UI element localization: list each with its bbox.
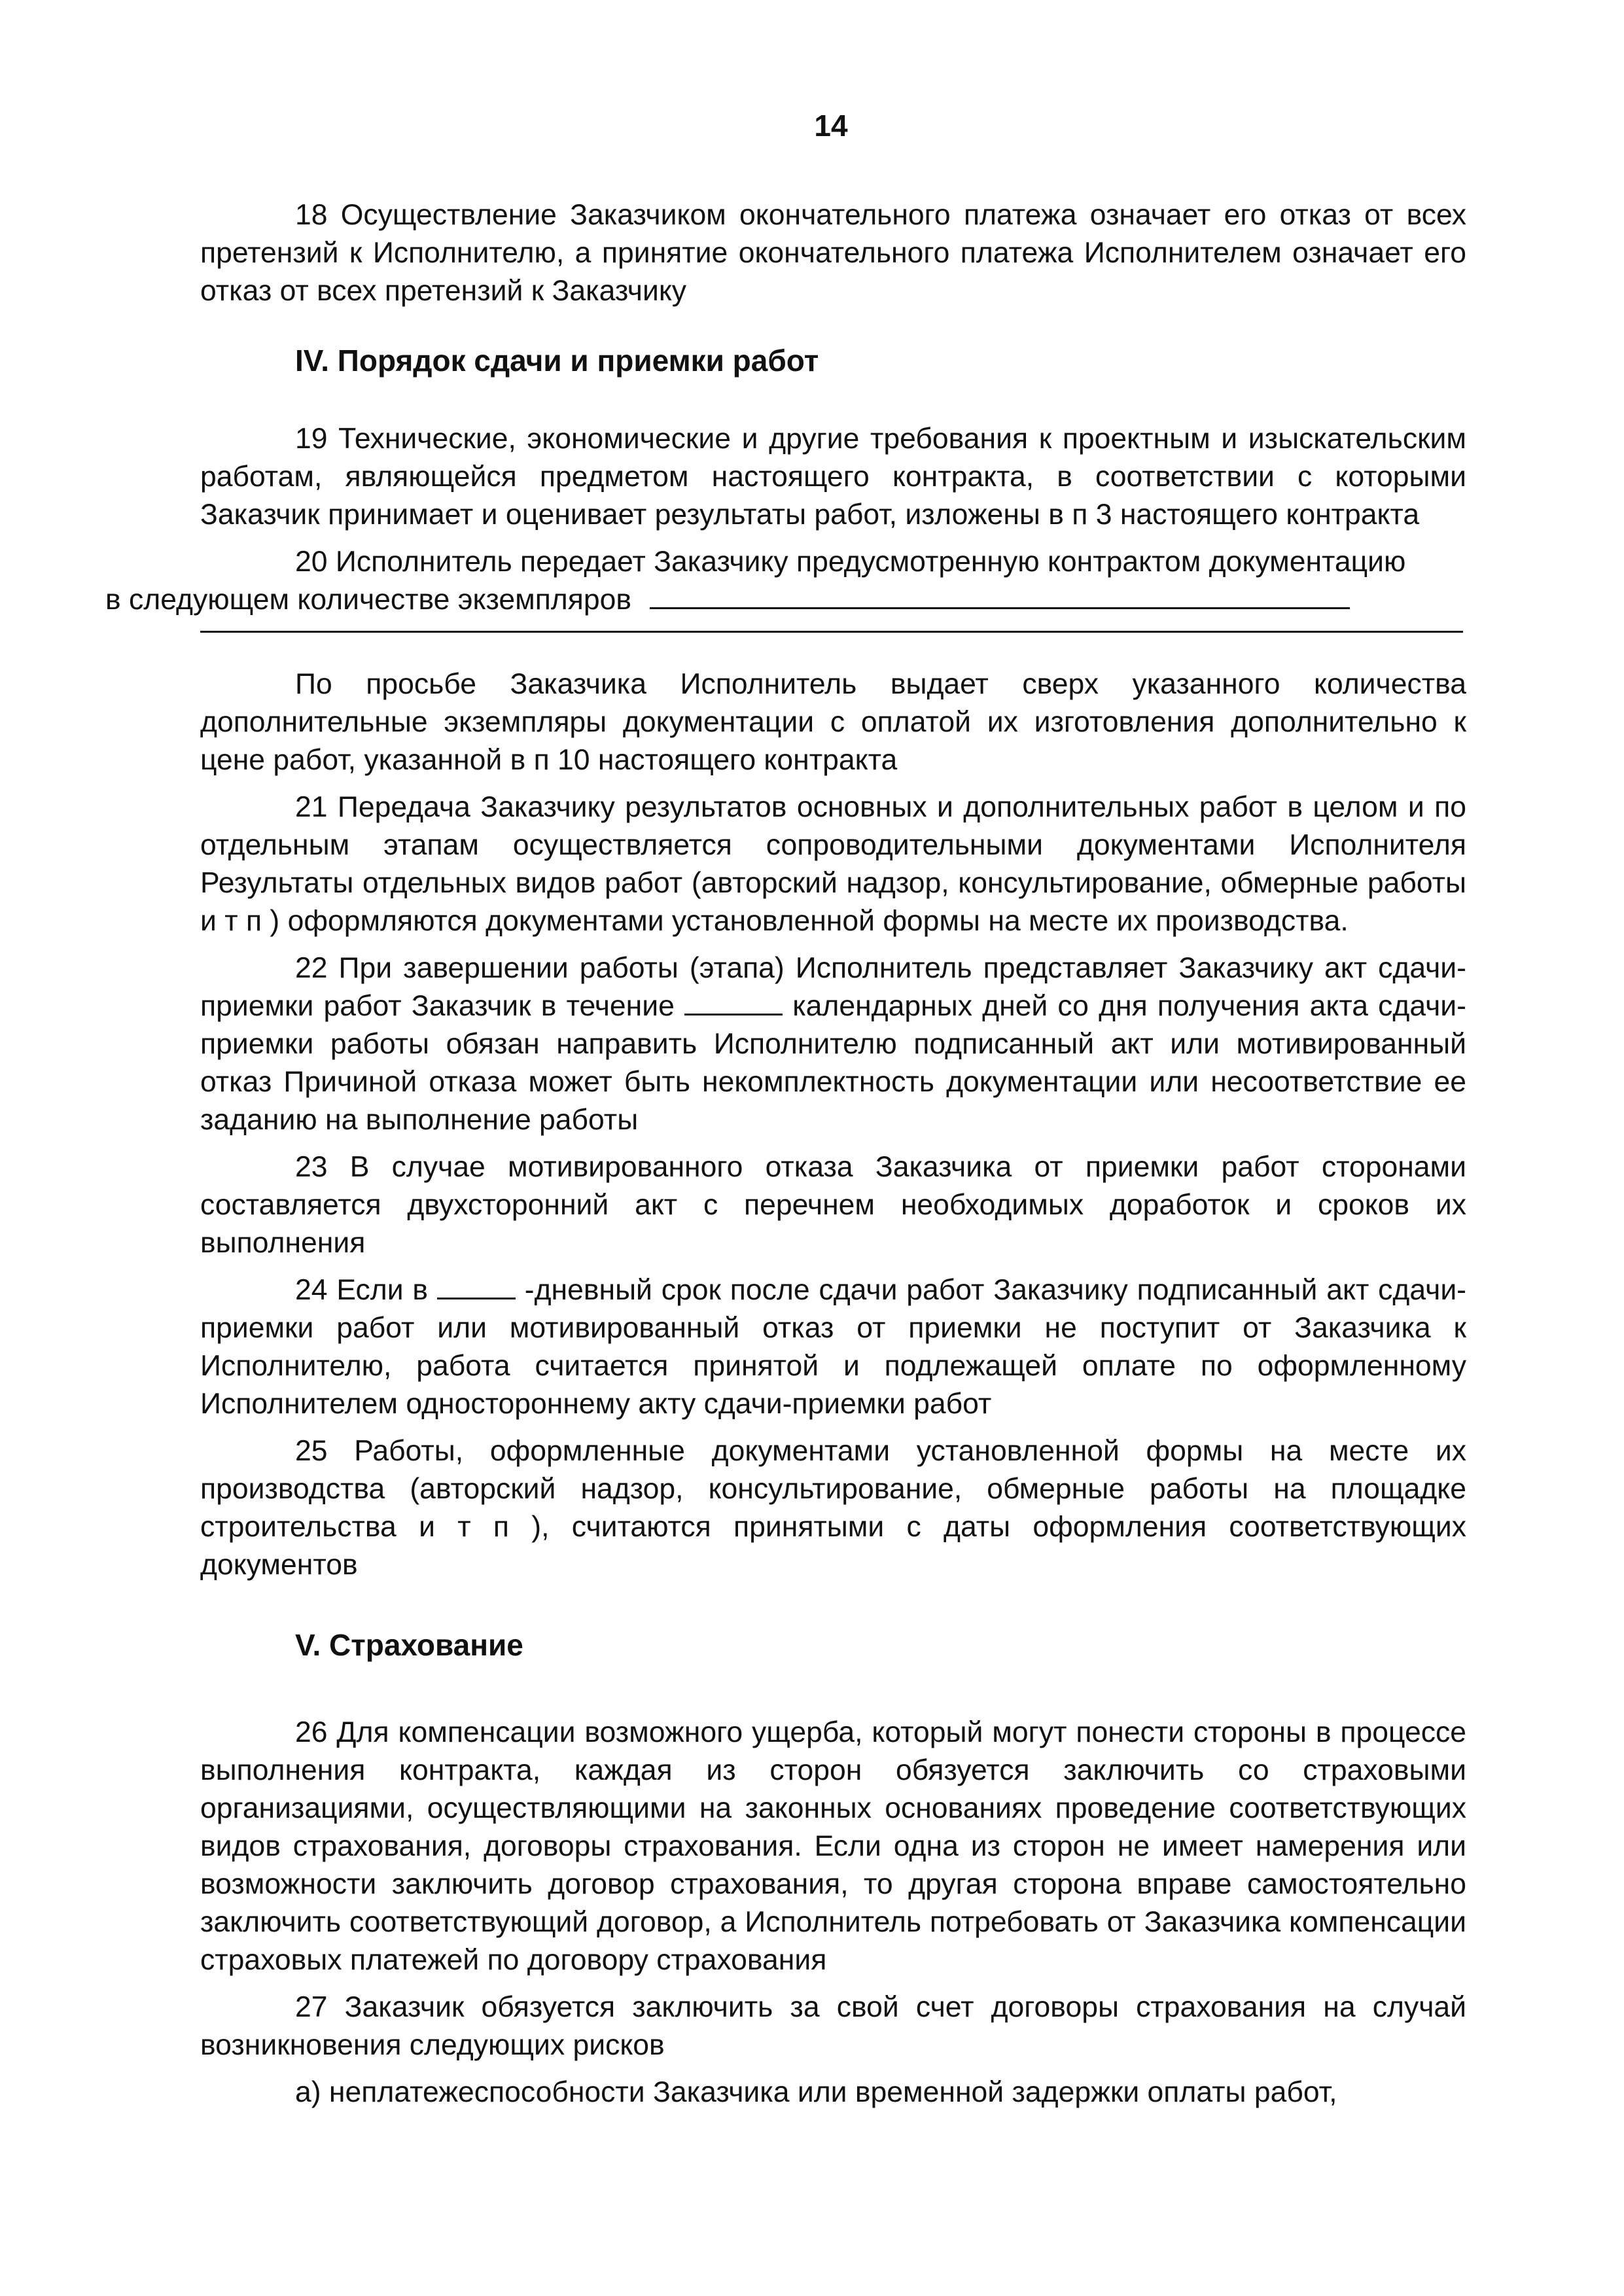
clause-24: [200, 1271, 1466, 1423]
copies-count-blank: [650, 581, 1350, 609]
clause-18: 18 Осуществление Заказчиком окончательного платежа означает его отказ от всех претензий к Исполнителю, а принятие окончательного платежа Исполнителем означает его отказ от всех претензий к Заказчику: [200, 199, 1466, 307]
document-body: [105, 196, 1466, 2121]
fill-in-rule: [200, 631, 1463, 633]
clause-20-line-1: 20 Исполнитель передает Заказчику предусмотренную контрактом документацию: [295, 546, 1406, 578]
clause-24-part-1: 24 Если в: [295, 1274, 429, 1306]
section-4-heading: IV. Порядок сдачи и приемки работ: [295, 344, 819, 378]
clause-20-line-2: в следующем количестве экземпляров: [105, 584, 631, 616]
clause-19: 19 Технические, экономические и другие требования к проектным и изыскательским работам, являющейся предметом настоящего контракта, в соответствии с которыми Заказчик принимает и оценивает результаты работ, изложены в п 3 настоящего контракта: [200, 423, 1466, 531]
clause-22-part-1: 22 При завершении работы (этапа) Исполнитель представляет Заказчику акт сдачи-приемки работ Заказчик в течение: [200, 952, 1466, 1022]
days-count-blank: [684, 987, 783, 1016]
clause-25: 25 Работы, оформленные документами установленной формы на месте их производства (авторский надзор, консультирование, обмерные работы на площадке строительства и т п ), считаются принятыми с даты оформления соответствующих документов: [200, 1435, 1466, 1581]
clause-24-part-2: -дневный срок после сдачи работ Заказчику подписанный акт сдачи-приемки работ или мотивированный отказ от приемки не поступит от Заказчика к Исполнителю, работа считается принятой и подлежащей оплате по оформленному Исполнителем одностороннему акту сдачи-приемки работ: [200, 1274, 1466, 1420]
clause-27: 27 Заказчик обязуется заключить за свой счет договоры страхования на случай возникновения следующих рисков: [200, 1991, 1466, 2061]
clause-22-part-2: календарных дней со дня получения акта сдачи-приемки работы обязан направить Исполнителю подписанный акт или мотивированный отказ Причиной отказа может быть некомплектность документации или несоответствие ее заданию на выполнение работы: [200, 990, 1466, 1136]
clause-22: [200, 949, 1466, 1139]
clause-27-item-a: а) неплатежеспособности Заказчика или временной задержки оплаты работ,: [295, 2076, 1337, 2108]
clause-20: [105, 543, 1466, 619]
clause-21: 21 Передача Заказчику результатов основных и дополнительных работ в целом и по отдельным этапам осуществляется сопроводительными документами Исполнителя Результаты отдельных видов работ (авторский надзор, консультирование, обмерные работы и т п ) оформляются документами установленной формы на месте их производства.: [200, 791, 1466, 937]
clause-23: 23 В случае мотивированного отказа Заказчика от приемки работ сторонами составляется двухсторонний акт с перечнем необходимых доработок и сроков их выполнения: [200, 1151, 1466, 1259]
clause-extra-copies: По просьбе Заказчика Исполнитель выдает сверх указанного количества дополнительные экземпляры документации с оплатой их изготовления дополнительно к цене работ, указанной в п 10 настоящего контракта: [200, 668, 1466, 776]
day-term-blank: [437, 1271, 516, 1299]
section-5-heading: V. Страхование: [295, 1628, 523, 1662]
clause-26: 26 Для компенсации возможного ущерба, который могут понести стороны в процессе выполнения контракта, каждая из сторон обязуется заключить со страховыми организациями, осуществляющими на законных основаниях проведение соответствующих видов страхования, договоры страхования. Если одна из сторон не имеет намерения или возможности заключить договор страхования, то другая сторона вправе самостоятельно заключить соответствующий договор, а Исполнитель потребовать от Заказчика компенсации страховых платежей по договору страхования: [200, 1716, 1466, 1976]
page-number: 14: [814, 109, 848, 143]
